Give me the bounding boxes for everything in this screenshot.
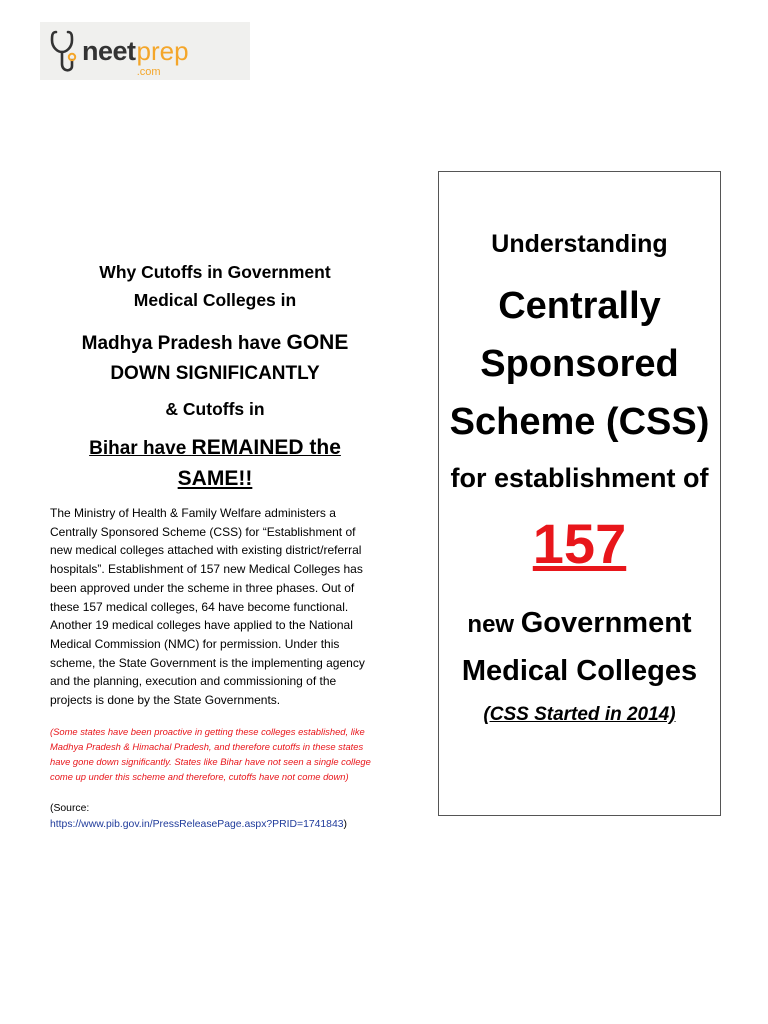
heading-bihar-pre: Bihar have (89, 438, 192, 459)
source-citation (50, 801, 380, 833)
heading-bihar-emph: REMAINED the (191, 436, 341, 459)
neetprep-logo (40, 22, 250, 80)
heading-line1: Why Cutoffs in Government (99, 262, 331, 282)
logo-neet: neet (82, 35, 136, 66)
logo-prep: prep (136, 35, 189, 66)
heading-bihar (50, 433, 380, 494)
body-paragraph: The Ministry of Health & Family Welfare administers a Centrally Sponsored Scheme (CSS) for “Establishment of new medical colleges attached with existing district/referral hospitals”. Establishment of 157 new Medical Colleges has been approved under the scheme in three phases. Out of these 157 medical colleges, 64 have become functional. Another 19 medical colleges have applied to the National Medical Commission (NMC) for permission. Under this scheme, the State Government is the implementing agency and the planning, execution and commissioning of the projects is done by the State Governments. (50, 506, 365, 708)
box-number-157: 157 (532, 512, 627, 575)
left-column (50, 258, 380, 833)
source-close: ) (343, 818, 347, 830)
source-link[interactable]: https://www.pib.gov.in/PressReleasePage.aspx?PRID=1741843 (50, 818, 344, 830)
box-centrally: Centrally (498, 285, 661, 327)
heading-mp-emph1: GONE (286, 331, 349, 354)
heading-mp-emph2: DOWN SIGNIFICANTLY (110, 363, 320, 384)
box-medical-colleges: Medical Colleges (461, 655, 698, 687)
box-css-started: (CSS Started in 2014) (483, 704, 676, 725)
heading-mp-pre: Madhya Pradesh have (81, 333, 287, 354)
heading-madhya-pradesh (50, 328, 380, 389)
box-sponsored: Sponsored (480, 343, 679, 385)
css-info-box (438, 171, 721, 816)
logo-com: .com (136, 65, 161, 78)
box-understanding: Understanding (491, 230, 668, 258)
source-label: (Source: (50, 802, 90, 814)
stethoscope-icon (50, 26, 80, 76)
heading-main (50, 258, 380, 314)
logo-wordmark (82, 35, 189, 78)
heading-bihar-end: SAME!! (177, 467, 253, 490)
box-colleges (439, 600, 720, 694)
box-new: new (467, 611, 521, 638)
heading-line2: Medical Colleges in (133, 290, 297, 310)
box-for-establishment: for establishment of (450, 463, 709, 493)
box-government: Government (520, 607, 692, 639)
red-note: (Some states have been proactive in getting these colleges established, like Madhya Pradesh & Himachal Pradesh, and therefore cutoffs in these states have gone down significantly. States like Bihar have not seen a single college come up under this scheme and therefore, cutoffs have not come down) (50, 725, 371, 783)
heading-and-cutoffs: & Cutoffs in (165, 399, 265, 419)
box-scheme: Scheme (CSS) (449, 401, 710, 443)
box-title (439, 277, 720, 451)
